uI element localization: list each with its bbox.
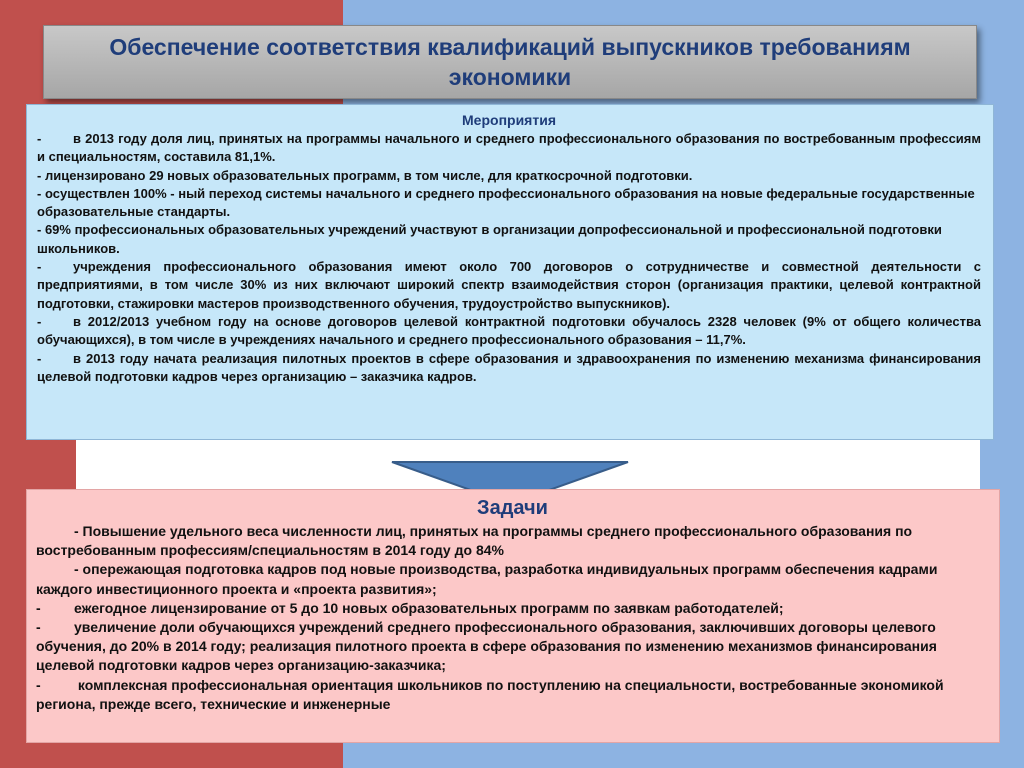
item-text: - 69% профессиональных образовательных учреждений участвуют в организации допрофессиональной и профессиональной подготовки школьников. xyxy=(37,222,942,256)
item-dash: - xyxy=(36,619,41,636)
item-dash: - xyxy=(37,131,42,146)
measures-panel xyxy=(26,104,994,440)
tasks-item xyxy=(36,618,989,676)
measures-heading: Мероприятия xyxy=(462,112,556,128)
measures-item xyxy=(37,258,981,313)
tasks-item xyxy=(36,676,989,714)
measures-item xyxy=(37,130,981,167)
item-text: в 2013 году доля лиц, принятых на программы начального и среднего профессионального образования по востребованным профессиям и специальностям, составила 81,1%. xyxy=(37,131,981,165)
tasks-item xyxy=(36,522,989,560)
item-text: - опережающая подготовка кадров под новые производства, разработка индивидуальных программ обеспечения кадрами каждого инвестиционного проекта и «проекта развития»; xyxy=(36,561,938,597)
item-dash: - xyxy=(37,167,42,183)
title-banner xyxy=(43,25,977,99)
measures-item xyxy=(37,167,981,185)
item-text: - Повышение удельного веса численности лиц, принятых на программы среднего профессионального образования по востребованным профессиям/специальностям в 2014 году до 84% xyxy=(36,523,913,559)
page-title: Обеспечение соответствия квалификаций выпускников требованиям экономики xyxy=(109,34,911,90)
item-text: лицензировано 29 новых образовательных программ, в том числе, для краткосрочной подготовки. xyxy=(44,167,693,183)
item-dash: - xyxy=(37,185,42,201)
item-dash: - xyxy=(36,599,41,616)
item-text: учреждения профессионального образования имеют около 700 договоров о сотрудничестве и совместной деятельности с предприятиями, в том числе 30% из них включают широкий спектр взаимодействия сторон (организация практики, целевой контрактной подготовки, стажировки мастеров производственного обучения, трудоустройство выпускников). xyxy=(37,259,981,311)
item-text: в 2012/2013 учебном году на основе договоров целевой контрактной подготовки обучалось 2328 человек (9% от общего количества обучающихся), в том числе в учреждениях начального и среднего профессионального образования – 11,7%. xyxy=(37,313,981,348)
item-text: увеличение доли обучающихся учреждений среднего профессионального образования, заключивших договоры целевого обучения, до 20% в 2014 году; реализация пилотного проекта в сфере образования по изменению механизмов финансирования целевой подготовки кадров через организацию-заказчика; xyxy=(36,619,937,674)
item-text: комплексная профессиональная ориентация школьников по поступлению на специальности, востребованные экономикой региона, прежде всего, технические и инженерные xyxy=(36,676,944,712)
item-dash: - xyxy=(37,350,42,366)
measures-item xyxy=(37,350,981,387)
measures-item xyxy=(37,221,981,258)
tasks-item xyxy=(36,599,989,618)
item-dash: - xyxy=(37,259,42,275)
item-dash: - xyxy=(36,676,41,693)
tasks-item xyxy=(36,560,989,598)
tasks-panel xyxy=(26,489,1000,743)
item-text: ежегодное лицензирование от 5 до 10 новых образовательных программ по заявкам работодателей; xyxy=(74,599,784,616)
item-text: в 2013 году начата реализация пилотных проектов в сфере образования и здравоохранения по изменению механизма финансирования целевой подготовки кадров через организацию – заказчика кадров. xyxy=(37,350,981,384)
item-dash: - xyxy=(37,313,42,329)
tasks-heading: Задачи xyxy=(477,497,548,519)
measures-item xyxy=(37,185,981,222)
item-text: осуществлен 100% - ный переход системы начального и среднего профессионального образования на новые федеральные государственные образовательные стандарты. xyxy=(37,185,975,220)
measures-item xyxy=(37,313,981,350)
